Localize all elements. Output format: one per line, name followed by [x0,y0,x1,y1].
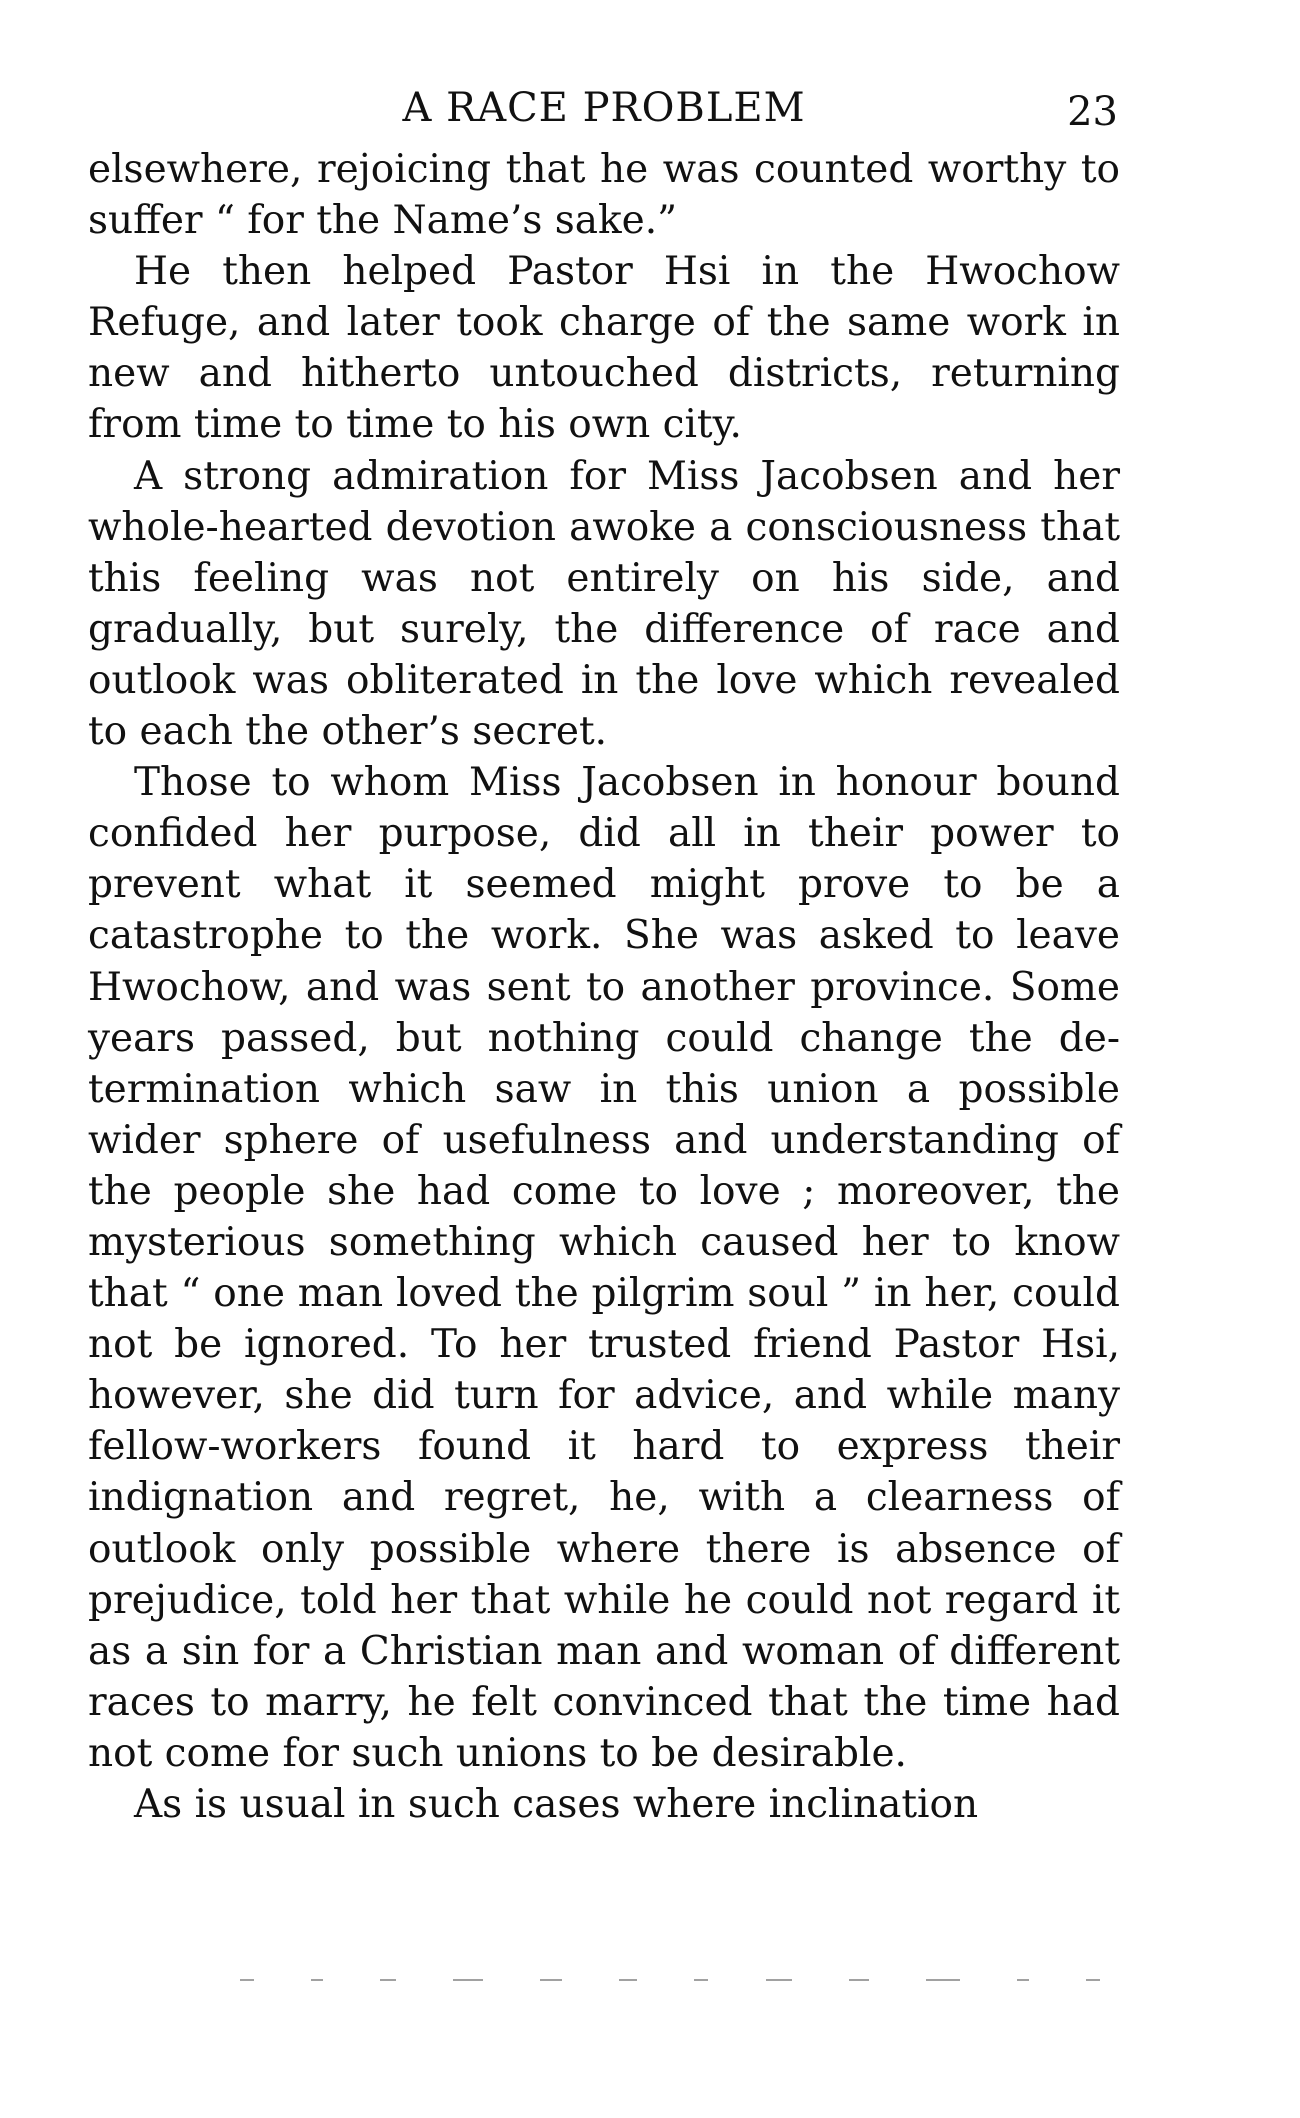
running-title: A RACE PROBLEM [402,85,806,131]
book-page [88,78,1120,1830]
bleed-through-marks [240,1978,1100,1982]
paragraph: He then helped Pastor Hsi in the Hwochow Refuge, and later took charge of the same work in new and hitherto untouched districts, returning from time to time to his own city. [88,249,1120,448]
page-number: 23 [1067,89,1118,135]
paragraph-last: As is usual in such cases where inclination [134,1782,979,1827]
body-text [88,144,1120,1830]
paragraph: A strong admiration for Miss Jacobsen and her whole-hearted devotion awoke a consciousness that this feeling was not entirely on his side, and gradually, but surely, the difference of race and outlook was obliterated in the love which revealed to each the other’s secret. [88,453,1120,755]
paragraph: Those to whom Miss Jacobsen in honour bound confided her purpose, did all in their power to prevent what it seemed might prove to be a catastrophe to the work. She was asked to leave Hwochow, and was sent to another province. Some years passed, but nothing could change the determination which saw in this union a possible wider sphere of usefulness and understanding of the people she had come to love ; moreover, the mysterious something which caused her to know that “ one man loved the pilgrim soul ” in her, could not be ignored. To her trusted friend Pastor Hsi, however, she did turn for advice, and while many fellow-workers found it hard to express their indignation and regret, he, with a clearness of outlook only possible where there is absence of prejudice, told her that while he could not regard it as a sin for a Christian man and woman of different races to marry, he felt convinced that the time had not come for such unions to be desirable. [88,760,1120,1776]
paragraph-continued: elsewhere, rejoicing that he was counted worthy to suffer “ for the Name’s sake.” [88,147,1120,244]
page-header [88,78,1120,138]
